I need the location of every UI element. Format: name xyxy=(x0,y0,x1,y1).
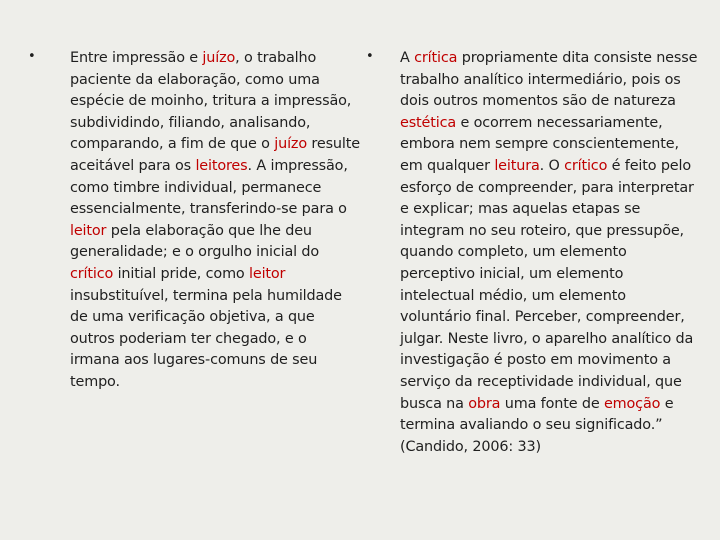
text-run: , o trabalho paciente da elaboração, como uma espécie de moinho, tritura a impressão, subdividindo, filiando, analisando, comparando, a fim de que o xyxy=(70,50,352,153)
text-run: resulte aceitável para os xyxy=(70,136,360,174)
left-paragraph xyxy=(70,48,360,394)
bullet-icon: • xyxy=(28,49,36,64)
text-run: pela elaboração que lhe deu generalidade; e o orgulho inicial do xyxy=(70,222,320,261)
text-run: e ocorrem necessariamente, embora nem sempre conscientemente, em qualquer xyxy=(400,114,679,174)
highlighted-term: leitura xyxy=(494,157,540,174)
highlighted-term: obra xyxy=(468,395,501,412)
highlighted-term: leitor xyxy=(70,222,107,239)
text-run: propriamente dita consiste nesse trabalho analítico intermediário, pois os dois outros momentos são de natureza xyxy=(400,50,698,110)
text-run: insubstituível, termina pela humildade de uma verificação objetiva, a que outros poderiam ter chegado, e o irmana aos lugares-comuns de seu tempo. xyxy=(70,287,342,390)
text-run: A xyxy=(400,50,415,66)
highlighted-term: estética xyxy=(400,114,457,131)
highlighted-term: emoção xyxy=(603,395,661,412)
right-paragraph xyxy=(400,48,700,458)
highlighted-term: leitores xyxy=(195,157,248,174)
highlighted-term: juízo xyxy=(202,50,236,66)
text-run: . A impressão, como timbre individual, permanece essencialmente, transferindo-se para o xyxy=(70,157,348,218)
text-run: e termina avaliando o seu significado.” (Candido, 2006: 33) xyxy=(400,395,674,455)
highlighted-term: crítico xyxy=(70,265,114,282)
highlighted-term: leitor xyxy=(249,265,286,282)
text-run: Entre impressão e xyxy=(70,50,203,66)
highlighted-term: juízo xyxy=(274,136,307,153)
highlighted-term: crítica xyxy=(414,50,458,66)
text-run: uma fonte de xyxy=(500,395,604,412)
text-run: é feito pelo esforço de compreender, para interpretar e explicar; mas aquelas etapas se integram no seu roteiro, que pressupõe, quando completo, um elemento perceptivo inicial, um elemento intelectual médio, um elemento voluntário final. Perceber, compreender, julgar. Neste livro, o aparelho analítico da investigação é posto em movimento a serviço da receptividade individual, que busca na xyxy=(400,157,694,412)
text-run: . O xyxy=(539,157,565,174)
highlighted-term: crítico xyxy=(564,157,608,174)
text-run: initial pride, como xyxy=(113,265,250,282)
bullet-icon: • xyxy=(366,49,374,64)
